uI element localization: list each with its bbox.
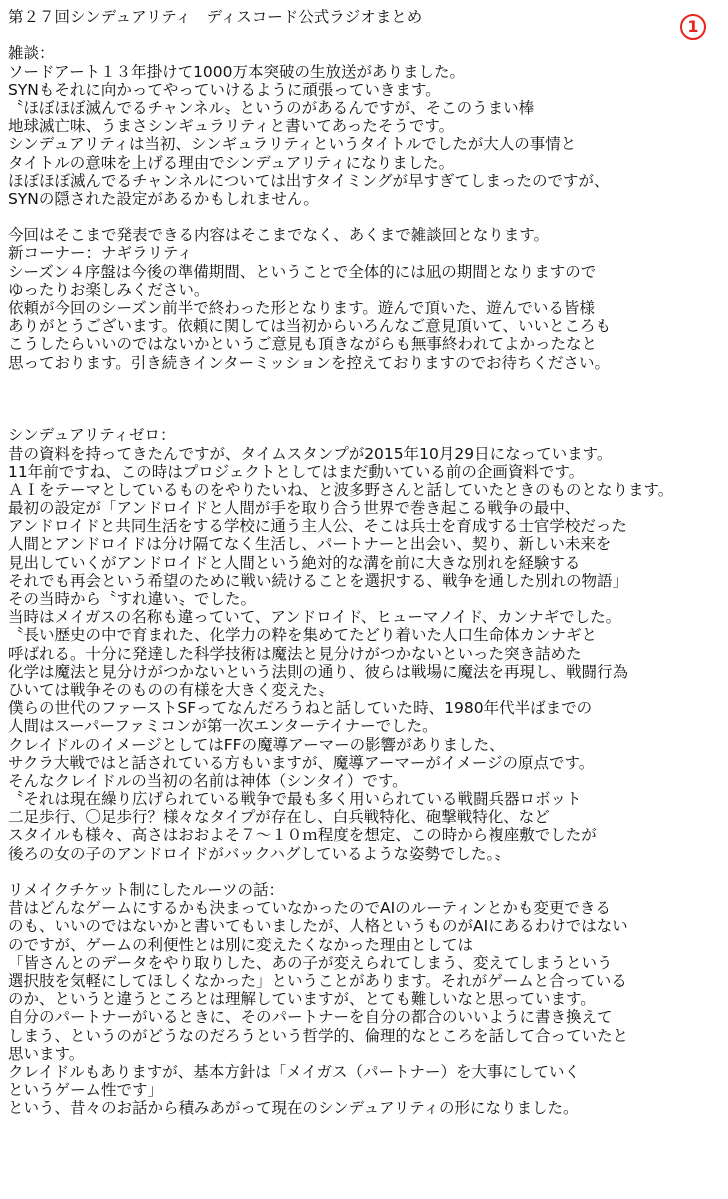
text-line: サクラ大戦ではと話されている方もいますが、魔導アーマーがイメージの原点です。 (8, 753, 595, 772)
text-line: リメイクチケット制にしたルーツの話： (8, 881, 285, 899)
text-line: のも、いいのではないかと書いてもいましたが、人格というものがAIにあるわけではない (8, 917, 628, 936)
text-line: 雑談： (8, 44, 55, 63)
text-line: それでも再会という希望のために戦い続けることを選択する、戦争を通した別れの物語」 (8, 571, 629, 590)
text-line: 〝それは現在繰り広げられている戦争で最も多く用いられている戦闘兵器ロボット (8, 790, 582, 809)
text-line: シンデュアリティは当初、シンギュラリティというタイトルでしたが大人の事情と (8, 135, 577, 154)
text-line: 新コーナー：ナギラリティ (8, 244, 193, 263)
text-line: シンデュアリティゼロ： (8, 426, 176, 445)
text-line: のですが、ゲームの利便性とは別に変えたくなかった理由としては (8, 935, 474, 954)
text-line: 化学は魔法と見分けがつかないという法則の通り、彼らは戦場に魔法を再現し、戦闘行為 (8, 662, 629, 681)
text-line: 〝長い歴史の中で育まれた、化学力の粋を集めてたどり着いた人口生命体カンナギと (8, 626, 598, 645)
text-line: アンドロイドと共同生活をする学校に通う主人公、そこは兵士を育成する士官学校だった (8, 517, 627, 536)
text-line: 「皆さんとのデータをやり取りした、あの子が変えられてしまう、変えてしまうという (8, 953, 613, 972)
text-line: 後ろの女の子のアンドロイドがバックハグしているような姿勢でした。〟 (8, 844, 510, 863)
text-line: 第２７回シンデュアリティ ディスコード公式ラジオまとめ (8, 8, 423, 26)
blank-line (8, 208, 728, 226)
text-line: 今回はそこまで発表できる内容はそこまでなく、あくまで雑談回となります。 (8, 226, 549, 245)
text-line: 依頼が今回のシーズン前半で終わった形となります。遊んで頂いた、遊んでいる皆様 (8, 299, 595, 317)
page-number-badge: 1 (680, 14, 706, 40)
text-line: その当時から〝すれ違い〟でした。 (8, 590, 257, 608)
text-line: SYNの隠された設定があるかもしれません。 (8, 189, 319, 208)
blank-line (8, 372, 728, 390)
text-line: 選択肢を気軽にしてほしくなかった」ということがあります。それがゲームと合っている (8, 971, 627, 990)
text-line: クレイドルのイメージとしてはFFの魔導アーマーの影響がありました、 (8, 735, 505, 754)
blank-line (8, 390, 728, 408)
text-line: 思います。 (8, 1044, 85, 1063)
text-line: 最初の設定が「アンドロイドと人間が手を取り合う世界で巻き起こる戦争の最中、 (8, 499, 581, 518)
text-line: シーズン４序盤は今後の準備期間、ということで全体的には凪の期間となりますので (8, 262, 597, 281)
text-line: 人間はスーパーファミコンが第一次エンターテイナーでした。 (8, 717, 438, 736)
text-line: ＡＩをテーマとしているものをやりたいね、と波多野さんと話していたときのものとなります。 (8, 480, 674, 499)
text-line: 思っております。引き続きインターミッションを控えておりますのでお待ちください。 (8, 353, 611, 372)
text-line: ソードアート１３年掛けて1000万本突破の生放送がありました。 (8, 62, 466, 81)
blank-line (8, 408, 728, 426)
text-line: SYNもそれに向かってやっていけるように頑張っていきます。 (8, 80, 441, 99)
text-line: しまう、というのがどうなのだろうという哲学的、倫理的なところを話して合っていたと (8, 1026, 629, 1045)
text-line: タイトルの意味を上げる理由でシンデュアリティになりました。 (8, 153, 455, 172)
text-line: そんなクレイドルの当初の名前は神体（シンタイ）です。 (8, 771, 408, 790)
text-line: 11年前ですね、この時はプロジェクトとしてはまだ動いている前の企画資料です。 (8, 462, 585, 481)
text-line: 自分のパートナーがいるときに、そのパートナーを自分の都合のいいように書き換えて (8, 1008, 613, 1027)
text-line: 人間とアンドロイドは分け隔てなく生活し、パートナーと出会い、契り、新しい未来を (8, 535, 612, 554)
text-line: 当時はメイガスの名称も違っていて、アンドロイド、ヒューマノイド、カンナギでした。 (8, 608, 622, 627)
text-line: のか、というと違うところとは理解していますが、とても難しいなと思っています。 (8, 990, 596, 1009)
text-line: ありがとうございます。依頼に関しては当初からいろんなご意見頂いて、いいところも (8, 317, 611, 336)
text-line: 昔はどんなゲームにするかも決まっていなかったのでAIのルーティンとかも変更できる (8, 899, 611, 918)
text-line: という、昔々のお話から積みあがって現在のシンデュアリティの形になりました。 (8, 1099, 579, 1118)
text-line: 僕らの世代のファーストSFってなんだろうねと話していた時、1980年代半ばまでの (8, 699, 593, 718)
blank-line (8, 863, 728, 881)
text-line: ひいては戦争そのものの有様を大きく変えた〟 (8, 680, 334, 699)
text-line: クレイドルもありますが、基本方針は「メイガス（パートナー）を大事にしていく (8, 1062, 580, 1081)
document-body (8, 8, 728, 1117)
text-line: ゆったりお楽しみください。 (8, 280, 210, 299)
text-line: 〝ほぼほぼ滅んでるチャンネル〟というのがあるんですが、そこのうまい棒 (8, 98, 535, 117)
text-line: ほぼほぼ滅んでるチャンネルについては出すタイミングが早すぎてしまったのですが、 (8, 171, 610, 190)
text-line: 見出していくがアンドロイドと人間という絶対的な溝を前に大きな別れを経験する (8, 553, 581, 572)
text-line: 呼ばれる。十分に発達した科学技術は魔法と見分けがつかないといった突き詰めた (8, 644, 582, 663)
blank-line (8, 26, 728, 44)
text-line: 昔の資料を持ってきたんですが、タイムスタンプが2015年10月29日になっています。 (8, 444, 613, 463)
text-line: こうしたらいいのではないかというご意見も頂きながらも無事終われてよかったなと (8, 335, 598, 354)
text-line: スタイルも様々、高さはおおよそ７～１０ｍ程度を想定、この時から複座敷でしたが (8, 826, 597, 845)
text-line: 二足歩行、〇足歩行？様々なタイプが存在し、白兵戦特化、砲撃戦特化、など (8, 808, 550, 827)
text-line: というゲーム性です」 (8, 1081, 164, 1100)
text-line: 地球滅亡味、うまさシンギュラリティと書いてあったそうです。 (8, 117, 455, 136)
